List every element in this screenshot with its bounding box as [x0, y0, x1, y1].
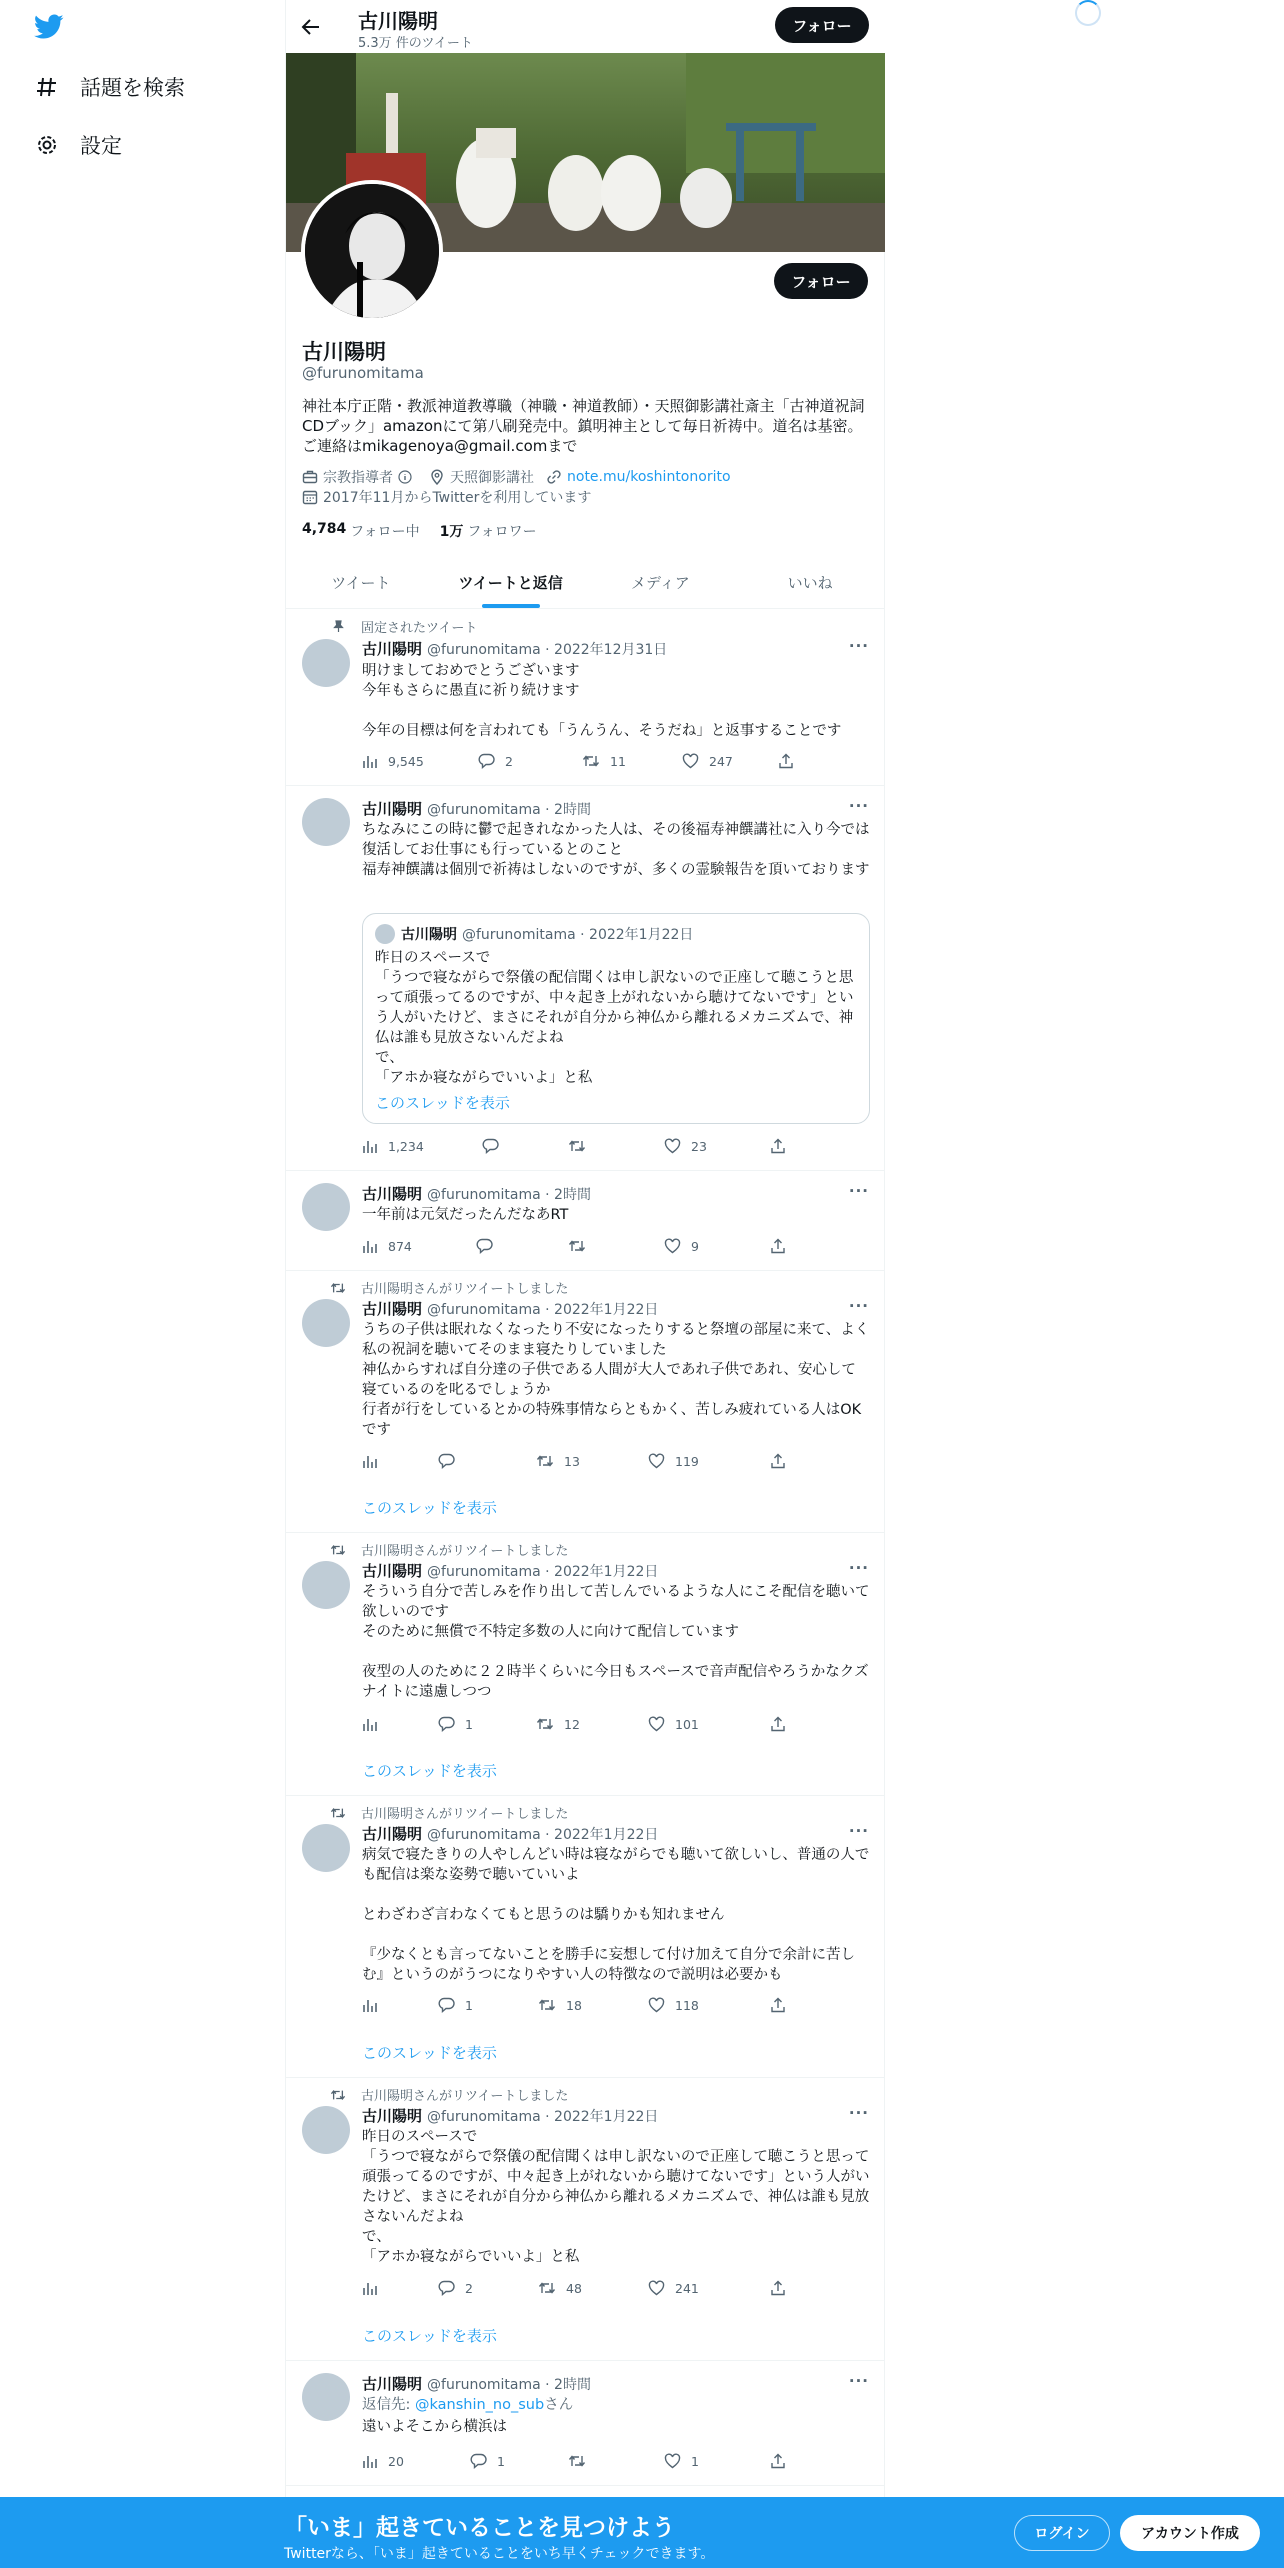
reply-button[interactable]: 1	[438, 1716, 473, 1732]
reply-bubble-icon	[478, 753, 495, 769]
signup-prompt-bar	[0, 2497, 1284, 2568]
tweet-header	[362, 798, 591, 819]
reply-to-mention[interactable]: @kanshin_no_sub	[415, 2397, 545, 2413]
reply-button[interactable]	[482, 1138, 509, 1154]
tweet-handle-time: @furunomitama · 2022年1月22日	[427, 1826, 659, 1843]
show-thread-link[interactable]: このスレッドを表示	[362, 2044, 497, 2062]
quoted-handle-time: @furunomitama · 2022年1月22日	[462, 927, 694, 943]
tweet-author-name[interactable]: 古川陽明	[362, 1562, 423, 1580]
tab-likes[interactable]: いいね	[787, 573, 833, 592]
tweet-item[interactable]	[286, 786, 885, 1171]
tweet-actions	[362, 1716, 792, 1736]
profile-joined: 2017年11月からTwitterを利用しています	[302, 487, 591, 507]
retweet-icon	[330, 2087, 346, 2103]
tweet-item[interactable]	[286, 1533, 885, 1796]
tweet-actions	[362, 753, 792, 773]
like-button[interactable]: 23	[664, 1138, 707, 1154]
reply-bubble-icon	[438, 1453, 455, 1469]
retweet-icon	[568, 1138, 586, 1154]
tweet-author-name[interactable]: 古川陽明	[362, 640, 423, 658]
retweet-icon	[330, 1805, 346, 1821]
tweet-handle-time: @furunomitama · 2022年1月22日	[427, 1301, 659, 1318]
heart-icon	[664, 2453, 681, 2469]
pin-icon	[330, 619, 346, 635]
profile-follow-button[interactable]: フォロー	[774, 263, 868, 299]
tweet-text: 明けましておめでとうございます 今年もさらに愚直に祈り続けます 今年の目標は何を言われても「うんうん、そうだね」と返事することです	[362, 663, 842, 739]
retweet-button[interactable]: 18	[538, 1997, 582, 2013]
share-button[interactable]	[770, 2280, 796, 2296]
tweet-actions	[362, 2280, 792, 2300]
header-follow-button[interactable]: フォロー	[775, 7, 869, 43]
show-thread-link[interactable]: このスレッドを表示	[362, 2327, 497, 2345]
share-icon	[770, 1453, 786, 1469]
views-button[interactable]: 1,234	[362, 1138, 424, 1154]
tweet-header	[362, 1823, 658, 1844]
heart-icon	[664, 1138, 681, 1154]
show-thread-link[interactable]: このスレッドを表示	[375, 1094, 510, 1112]
heart-icon	[648, 1716, 665, 1732]
reply-bubble-icon	[438, 1716, 455, 1732]
share-icon	[778, 753, 794, 769]
like-button[interactable]: 101	[648, 1716, 699, 1732]
more-options-icon[interactable]: ···	[848, 637, 869, 655]
share-icon	[770, 1716, 786, 1732]
like-button[interactable]: 1	[664, 2453, 699, 2469]
retweet-icon	[330, 1542, 346, 1558]
reply-bubble-icon	[476, 1238, 493, 1254]
profile-handle: @furunomitama	[302, 364, 424, 382]
nav-settings-label: 設定	[80, 134, 122, 158]
header-profile-name: 古川陽明	[358, 9, 438, 33]
tweet-author-name[interactable]: 古川陽明	[362, 1300, 423, 1318]
views-chart-icon	[362, 1138, 378, 1154]
tweet-text: 病気で寝たきりの人やしんどい時は寝ながらでも聴いて欲しいし、普通の人でも配信は楽な姿勢で聴いていいよ とわざわざ言わなくてもと思うのは驕りかも知れません 『少なくとも言ってないことを勝手に妄想して付け加えて自分で余計に苦しむ』というのがうつになりやすい人の特徴なので説明は必要かも	[362, 1847, 870, 1983]
heart-icon	[648, 1453, 665, 1469]
tab-media[interactable]: メディア	[630, 573, 690, 592]
more-options-icon[interactable]: ···	[848, 1822, 869, 1840]
link-icon	[546, 469, 562, 485]
tweet-handle-time: @furunomitama · 2022年1月22日	[427, 2108, 659, 2125]
info-icon	[398, 470, 412, 484]
profile-location: 天照御影講社	[429, 467, 534, 487]
tweet-handle-time: @furunomitama · 2時間	[427, 2376, 591, 2393]
tweet-author-name[interactable]: 古川陽明	[362, 2375, 423, 2393]
share-icon	[770, 1997, 786, 2013]
signup-prompt-title: 「いま」起きていることを見つけよう	[284, 2515, 675, 2541]
tweet-text: そういう自分で苦しみを作り出して苦しんでいるような人にこそ配信を聴いて欲しいのです そのために無償で不特定多数の人に向けて配信しています 夜型の人のために２２時半くらいに今日もスペースで音声配信やろうかなクズナイトに遠慮しつつ	[362, 1584, 870, 1700]
share-icon	[770, 2280, 786, 2296]
tweet-text: 遠いよそこから横浜は	[362, 2419, 507, 2435]
retweet-context: 古川陽明さんがリツイートしました	[361, 1540, 568, 1559]
twitter-logo-icon[interactable]	[34, 14, 64, 40]
retweet-button[interactable]: 48	[538, 2280, 582, 2296]
nav-explore-label: 話題を検索	[80, 76, 185, 100]
tweet-handle-time: @furunomitama · 2時間	[427, 801, 591, 818]
tweet-author-name[interactable]: 古川陽明	[362, 800, 423, 818]
tab-tweets[interactable]: ツイート	[331, 573, 391, 592]
profile-category: 宗教指導者	[302, 467, 417, 487]
gear-icon	[34, 132, 60, 158]
reply-bubble-icon	[438, 1997, 455, 2013]
reply-button[interactable]: 1	[470, 2453, 505, 2469]
like-button[interactable]: 118	[648, 1997, 699, 2013]
views-button[interactable]: 874	[362, 1238, 412, 1254]
more-options-icon[interactable]: ···	[848, 2104, 869, 2122]
retweet-context: 古川陽明さんがリツイートしました	[361, 2085, 568, 2104]
views-chart-icon	[362, 753, 378, 769]
views-button[interactable]: 20	[362, 2453, 404, 2469]
tweet-header	[362, 1183, 591, 1204]
signup-prompt-subtitle: Twitterなら、「いま」起きていることをいち早くチェックできます。	[284, 2546, 715, 2562]
share-button[interactable]	[770, 1138, 796, 1154]
pinned-tweet-label: 固定されたツイート	[361, 617, 477, 636]
like-button[interactable]: 241	[648, 2280, 699, 2296]
retweet-button[interactable]: 11	[582, 753, 626, 769]
retweet-button[interactable]	[568, 1138, 596, 1154]
show-thread-link[interactable]: このスレッドを表示	[362, 1499, 497, 1517]
tweet-item[interactable]	[286, 1171, 885, 1271]
tweet-header	[362, 1560, 658, 1581]
tweet-actions	[362, 1238, 792, 1258]
profile-meta	[302, 467, 743, 507]
quoted-tweet[interactable]	[362, 913, 870, 1124]
loading-spinner-icon	[1075, 0, 1101, 26]
reply-bubble-icon	[438, 2280, 455, 2296]
avatar[interactable]	[302, 798, 350, 846]
tweet-text: 一年前は元気だったんだなあRT	[362, 1207, 569, 1223]
reply-button[interactable]: 2	[438, 2280, 473, 2296]
views-chart-icon	[362, 1453, 378, 1469]
retweet-button[interactable]	[568, 1238, 596, 1254]
signup-button[interactable]: アカウント作成	[1120, 2515, 1260, 2551]
login-button[interactable]: ログイン	[1014, 2515, 1110, 2551]
reply-button[interactable]: 2	[478, 753, 513, 769]
avatar[interactable]	[302, 1299, 350, 1347]
avatar[interactable]	[302, 2106, 350, 2154]
profile-header-bar	[286, 0, 885, 53]
more-options-icon[interactable]: ···	[848, 1182, 869, 1200]
views-chart-icon	[362, 2280, 378, 2296]
tweet-actions	[362, 1997, 792, 2017]
share-button[interactable]	[770, 1997, 796, 2013]
tweet-author-name[interactable]: 古川陽明	[362, 2107, 423, 2125]
avatar	[375, 924, 395, 944]
reply-button[interactable]	[476, 1238, 503, 1254]
tweet-author-name[interactable]: 古川陽明	[362, 1185, 423, 1203]
tweet-author-name[interactable]: 古川陽明	[362, 1825, 423, 1843]
reply-bubble-icon	[470, 2453, 487, 2469]
retweet-icon	[536, 1716, 554, 1732]
share-icon	[770, 2453, 786, 2469]
tweet-item[interactable]	[286, 2078, 885, 2361]
tweet-header	[362, 638, 667, 659]
followers-link[interactable]: 1万 フォロワー	[439, 524, 537, 540]
calendar-icon	[302, 489, 318, 505]
retweet-icon	[538, 2280, 556, 2296]
show-thread-link[interactable]: このスレッドを表示	[362, 1762, 497, 1780]
retweet-context: 古川陽明さんがリツイートしました	[361, 1278, 568, 1297]
hashtag-icon	[34, 74, 60, 100]
views-button[interactable]	[362, 2280, 388, 2296]
profile-follow-stats	[302, 521, 537, 541]
avatar[interactable]	[302, 1561, 350, 1609]
views-button[interactable]	[362, 1453, 388, 1469]
profile-avatar[interactable]	[301, 180, 443, 322]
retweet-icon	[582, 753, 600, 769]
share-button[interactable]	[770, 1453, 796, 1469]
tweet-handle-time: @furunomitama · 2022年1月22日	[427, 1563, 659, 1580]
tweet-item[interactable]	[286, 2361, 885, 2486]
avatar[interactable]	[302, 1183, 350, 1231]
retweet-button[interactable]: 12	[536, 1716, 580, 1732]
nav-settings[interactable]	[34, 130, 122, 160]
share-icon	[770, 1138, 786, 1154]
reply-button[interactable]	[438, 1453, 465, 1469]
retweet-icon	[568, 1238, 586, 1254]
avatar[interactable]	[302, 1824, 350, 1872]
tweet-handle-time: @furunomitama · 2022年12月31日	[427, 641, 668, 658]
tab-tweets-and-replies[interactable]: ツイートと返信	[436, 556, 586, 608]
avatar[interactable]	[302, 2373, 350, 2421]
retweet-button[interactable]	[568, 2453, 596, 2469]
profile-tabs	[286, 556, 885, 609]
avatar[interactable]	[302, 639, 350, 687]
main-column	[285, 0, 885, 2568]
share-button[interactable]	[770, 1716, 796, 1732]
more-options-icon[interactable]: ···	[848, 2372, 869, 2390]
tweet-handle-time: @furunomitama · 2時間	[427, 1186, 591, 1203]
views-chart-icon	[362, 1997, 378, 2013]
like-button[interactable]: 9	[664, 1238, 699, 1254]
tweet-text: 昨日のスペースで 「うつで寝ながらで祭儀の配信聞くは申し訳ないので正座して聴こうと思って頑張ってるのですが、中々起き上がれないから聴けてないです」という人がいたけど、まさにそれが自分から神仏から離れるメカニズムで、神仏は誰も見放さないんだよね で、 「アホか寝ながらでいいよ」と私	[362, 2129, 870, 2265]
briefcase-icon	[302, 469, 318, 485]
retweet-icon	[538, 1997, 556, 2013]
profile-bio: 神社本庁正階・教派神道教導職（神職・神道教師）・天照御影講社斎主「古神道祝詞CDブック」amazonにて第八刷発売中。鎮明神主として毎日祈祷中。道名は基密。ご連絡はmikagenoya@gmail.comまで	[302, 397, 865, 455]
tweet-text: ちなみにこの時に鬱で起きれなかった人は、その後福寿神饌講社に入り今では復活してお仕事にも行っているとのこと 福寿神饌講は個別で祈祷はしないのですが、多くの霊験報告を頂いております	[362, 822, 870, 878]
retweet-context: 古川陽明さんがリツイートしました	[361, 1803, 568, 1822]
tweet-item[interactable]	[286, 1271, 885, 1533]
share-button[interactable]	[770, 2453, 796, 2469]
heart-icon	[664, 1238, 681, 1254]
views-chart-icon	[362, 1716, 378, 1732]
following-link[interactable]: 4,784 フォロー中	[302, 521, 420, 540]
quoted-author-name: 古川陽明	[401, 927, 457, 943]
tweet-actions	[362, 1138, 792, 1158]
more-options-icon[interactable]: ···	[848, 797, 869, 815]
reply-to-line: 返信先: @kanshin_no_subさん	[362, 2397, 574, 2413]
heart-icon	[648, 1997, 665, 2013]
tweet-header	[362, 1298, 658, 1319]
retweet-icon	[568, 2453, 586, 2469]
views-button[interactable]: 9,545	[362, 753, 424, 769]
views-button[interactable]	[362, 1997, 388, 2013]
share-button[interactable]	[778, 753, 804, 769]
tweet-header	[362, 2105, 658, 2126]
heart-icon	[648, 2280, 665, 2296]
tweet-item[interactable]	[286, 609, 885, 786]
more-options-icon[interactable]: ···	[848, 1559, 869, 1577]
like-button[interactable]: 247	[682, 753, 733, 769]
quoted-tweet-header	[375, 924, 693, 944]
reply-button[interactable]: 1	[438, 1997, 473, 2013]
tweet-actions	[362, 1453, 792, 1473]
retweet-button[interactable]: 13	[536, 1453, 580, 1469]
profile-name: 古川陽明	[302, 340, 386, 364]
tweet-actions	[362, 2453, 792, 2473]
views-button[interactable]	[362, 1716, 388, 1732]
tweet-text: うちの子供は眠れなくなったり不安になったりすると祭壇の部屋に来て、よく私の祝詞を聴いてそのまま寝たりしていました 神仏からすれば自分達の子供である人間が大人であれ子供であれ、安心して寝ているのを叱るでしょうか 行者が行をしているとかの特殊事情ならともかく、苦しみ疲れている人はOKです	[362, 1322, 870, 1438]
header-tweet-count: 5.3万 件のツイート	[358, 36, 473, 51]
quoted-tweet-text: 昨日のスペースで 「うつで寝ながらで祭儀の配信聞くは申し訳ないので正座して聴こうと思って頑張ってるのですが、中々起き上がれないから聴けてないです」という人がいたけど、まさにそれが自分から神仏から離れるメカニズムで、神仏は誰も見放さないんだよね で、 「アホか寝ながらでいいよ」と私	[375, 950, 854, 1086]
share-icon	[770, 1238, 786, 1254]
back-arrow-icon[interactable]	[298, 14, 324, 40]
tweet-item[interactable]	[286, 1796, 885, 2078]
more-options-icon[interactable]: ···	[848, 1297, 869, 1315]
location-pin-icon	[429, 469, 445, 485]
nav-explore[interactable]	[34, 72, 185, 102]
reply-bubble-icon	[482, 1138, 499, 1154]
share-button[interactable]	[770, 1238, 796, 1254]
retweet-icon	[330, 1280, 346, 1296]
heart-icon	[682, 753, 699, 769]
views-chart-icon	[362, 1238, 378, 1254]
profile-website[interactable]: note.mu/koshintonorito	[546, 469, 731, 485]
retweet-icon	[536, 1453, 554, 1469]
like-button[interactable]: 119	[648, 1453, 699, 1469]
tweet-header	[362, 2373, 591, 2394]
views-chart-icon	[362, 2453, 378, 2469]
